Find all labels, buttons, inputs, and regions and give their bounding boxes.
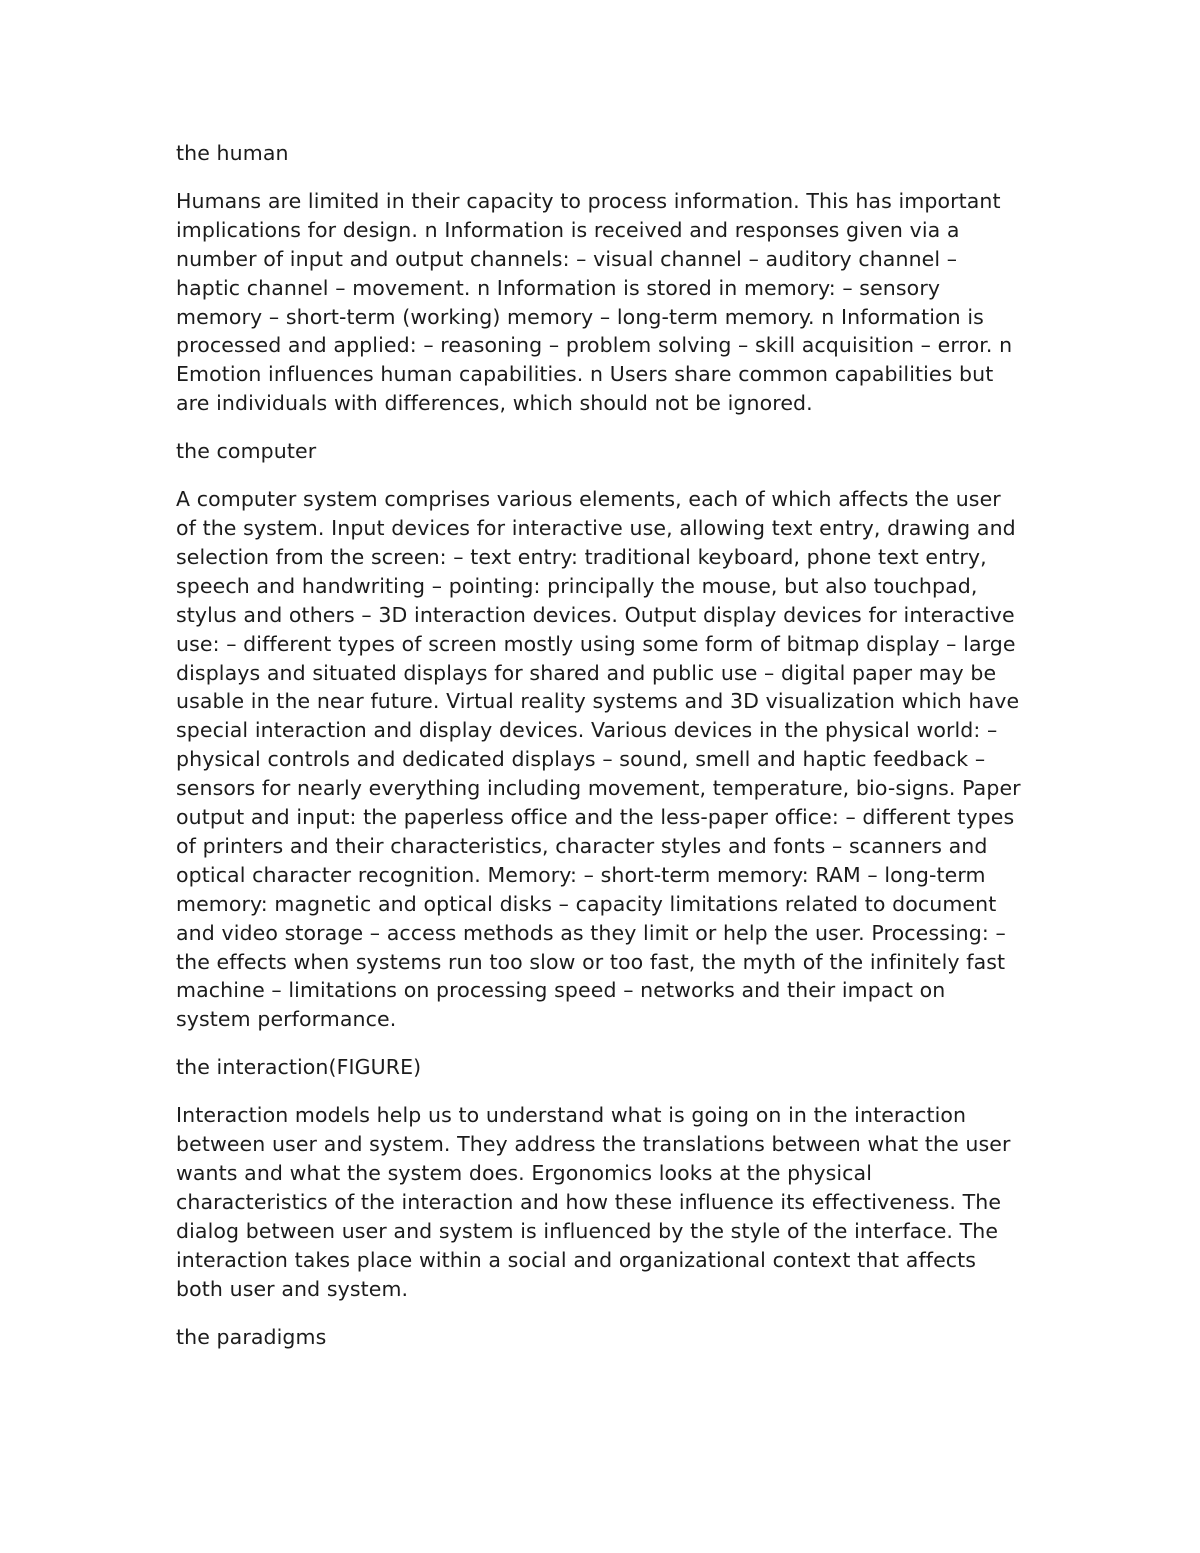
document-page bbox=[176, 139, 1026, 1370]
section-body-interaction: Interaction models help us to understand what is going on in the interaction between user and system. They address the translations between what the user wants and what the system does. Ergonomics looks at the physical characteristics of the interaction and how these influence its effectiveness. The dialog between user and system is influenced by the style of the interface. The interaction takes place within a social and organizational context that affects both user and system. bbox=[176, 1103, 1011, 1301]
section-heading-computer: the computer bbox=[176, 439, 317, 464]
section-body-human: Humans are limited in their capacity to process information. This has important implications for design. n Information is received and responses given via a number of input and output channels: – visual channel – auditory channel – haptic channel – movement. n Information is stored in memory: – sensory memory – short-term (working) memory – long-term memory. n Information is processed and applied: – reasoning – problem solving – skill acquisition – error. n Emotion influences human capabilities. n Users share common capabilities but are individuals with differences, which should not be ignored. bbox=[176, 188, 1013, 416]
section-body-computer: A computer system comprises various elements, each of which affects the user of the system. Input devices for interactive use, allowing text entry, drawing and selection from the screen: – text entry: traditional keyboard, phone text entry, speech and handwriting – pointing: principally the mouse, but also touchpad, stylus and others – 3D interaction devices. Output display devices for interactive use: – different types of screen mostly using some form of bitmap display – large displays and situated displays for shared and public use – digital paper may be usable in the near future. Virtual reality systems and 3D visualization which have special interaction and display devices. Various devices in the physical world: – physical controls and dedicated displays – sound, smell and haptic feedback – sensors for nearly everything including movement, temperature, bio-signs. Paper output and input: the paperless office and the less-paper office: – different types of printers and their characteristics, character styles and fonts – scanners and optical character recognition. Memory: – short-term memory: RAM – long-term memory: magnetic and optical disks – capacity limitations related to document and video storage – access methods as they limit or help the user. Processing: – the effects when systems run too slow or too fast, the myth of the infinitely fast machine – limitations on processing speed – networks and their impact on system performance. bbox=[176, 487, 1021, 1032]
section-heading-interaction: the interaction(FIGURE) bbox=[176, 1055, 422, 1080]
section-heading-human: the human bbox=[176, 141, 289, 165]
section-heading-paradigms: the paradigms bbox=[176, 1324, 327, 1349]
